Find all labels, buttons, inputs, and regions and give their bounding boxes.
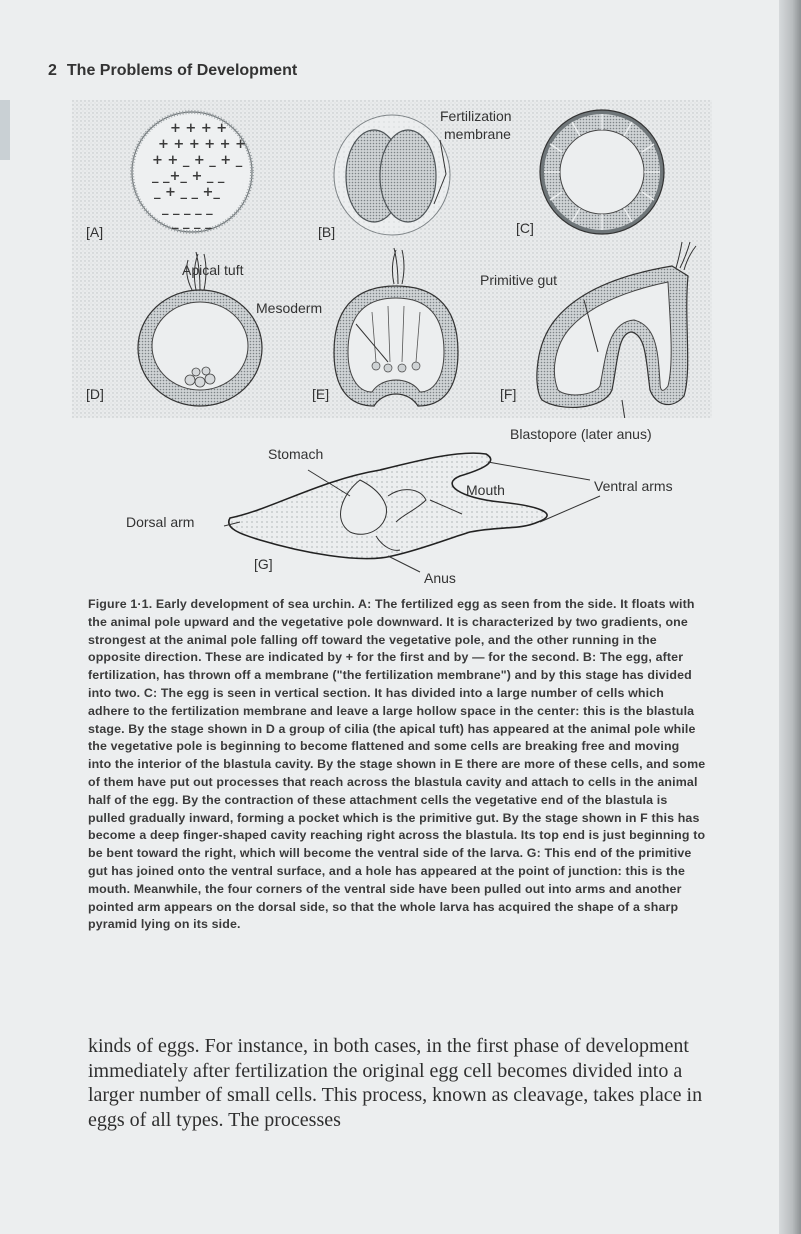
label-primitive-gut: Primitive gut: [480, 272, 558, 288]
svg-text:+ + + + + +: + + + + + +: [158, 137, 246, 152]
svg-text:_ _ _ _: _ _ _ _: [172, 215, 212, 230]
larva-illustration: [120, 440, 720, 590]
panel-c-blastula: [540, 110, 664, 234]
panel-label-g: [G]: [254, 556, 273, 572]
panel-label-f: [F]: [500, 386, 517, 402]
figure-stage-g-larva: [120, 440, 720, 590]
label-mesoderm: Mesoderm: [256, 300, 323, 316]
page-edge-mark: [0, 100, 10, 160]
label-blastopore: Blastopore (later anus): [510, 426, 652, 442]
panel-b-two-cell: [334, 115, 450, 235]
label-mouth: Mouth: [466, 482, 505, 498]
svg-text:_ + _ _ +_: _ + _ _ +_: [154, 185, 220, 200]
book-spine-shadow: [779, 0, 801, 1234]
panel-a-egg: [132, 112, 252, 232]
label-anus: Anus: [424, 570, 456, 586]
label-fertilization: Fertilization: [440, 108, 512, 124]
panel-label-a: [A]: [86, 224, 104, 240]
figure-caption: [88, 596, 706, 934]
running-head: [48, 62, 297, 80]
svg-text:_ _ _ _ _: _ _ _ _ _: [162, 201, 213, 216]
caption-text: A: The fertilized egg as seen from the side. It floats with the animal pole upward and the vegetative pole downward. It is characterized by two gradients, one strongest at the animal pole falling off toward the vegetative pole, and the other running in the opposite direction. These are indicated by + for the first and by — for the second. B: The egg, after fertilization, has thrown off a membrane ("the fertilization membrane") and by this stage has divided into two. C: The egg is seen in vertical section. It has divided into a large number of cells which adhere to the fertilization membrane and leave a large hollow space in the center: this is the blastula stage. By the stage shown in D a group of cilia (the apical tuft) has appeared at the animal pole while the vegetative pole is beginning to become flattened and some cells are breaking free and moving into the interior of the blastula cavity. By the stage shown in E there are more of these cells, and some of them have put out processes that reach across the blastula cavity and attach to cells in the animal half of the egg. By the contraction of these attachment cells the vegetative end of the blastula is pulled gradually inward, forming a pocket which is the primitive gut. By the stage shown in F this has become a deep finger-shaped cavity reaching right across the blastula. Its top end is just beginning to be bent toward the right, which will become the ventral side of the larva. G: This end of the primitive gut has joined onto the ventral surface, and a hole has appeared at the point of junction: this is the mouth. Meanwhile, the four corners of the ventral side have been pulled out into arms and another pointed arm appears on the dorsal side, so that the whole larva has acquired the shape of a sharp pyramid lying on its side.: [88, 597, 706, 932]
panel-label-e: [E]: [312, 386, 330, 402]
body-paragraph: kinds of eggs. For instance, in both cases, in the first phase of development immediately after fertilization the original egg cell becomes divided into a larger number of small cells. This process, known as cleavage, takes place in eggs of all types. The processes: [88, 1035, 703, 1131]
panel-label-d: [D]: [86, 386, 104, 402]
svg-text:_ _+_ + _ _: _ _+_ + _ _: [152, 169, 225, 184]
label-membrane: membrane: [444, 126, 511, 142]
panel-label-c: [C]: [516, 220, 534, 236]
page-number: 2: [48, 62, 57, 79]
figure-stages-a-f: [72, 100, 712, 418]
svg-text:+ + + +: + + + +: [170, 121, 228, 136]
label-stomach: Stomach: [268, 446, 324, 462]
panel-label-b: [B]: [318, 224, 336, 240]
label-dorsal-arm: Dorsal arm: [126, 514, 195, 530]
figure-illustration: [72, 100, 712, 418]
label-apical-tuft: Apical tuft: [182, 262, 244, 278]
svg-text:+ + _ + _ + _: + + _ + _ + _: [152, 153, 243, 168]
label-ventral-arms: Ventral arms: [594, 478, 673, 494]
chapter-title: The Problems of Development: [66, 62, 298, 79]
caption-title: Figure 1·1. Early development of sea urchin.: [88, 597, 355, 611]
